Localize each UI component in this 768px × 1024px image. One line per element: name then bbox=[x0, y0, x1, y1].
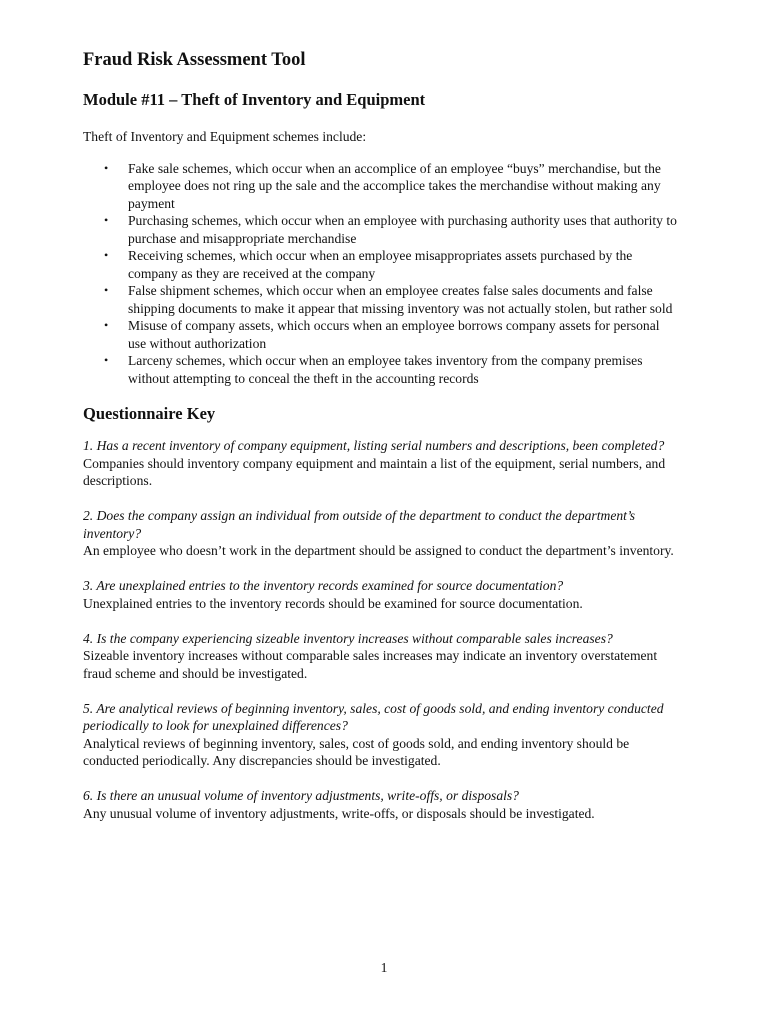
module-title: Module #11 – Theft of Inventory and Equipment bbox=[83, 90, 426, 109]
questionnaire-key-title: Questionnaire Key bbox=[83, 404, 216, 423]
list-item bbox=[83, 282, 678, 317]
list-item bbox=[83, 247, 678, 282]
answer-text: An employee who doesn’t work in the department should be assigned to conduct the department’s inventory. bbox=[83, 543, 674, 558]
question-block bbox=[83, 630, 678, 683]
question-text: 1. Has a recent inventory of company equipment, listing serial numbers and descriptions, been completed? bbox=[83, 438, 665, 453]
list-item bbox=[83, 317, 678, 352]
question-text: 4. Is the company experiencing sizeable inventory increases without comparable sales increases? bbox=[83, 630, 613, 646]
schemes-list bbox=[83, 160, 678, 388]
scheme-text: Purchasing schemes, which occur when an employee with purchasing authority uses that authority to purchase and misappropriate merchandise bbox=[128, 213, 677, 246]
bullet-icon: • bbox=[104, 353, 109, 367]
scheme-text: Fake sale schemes, which occur when an accomplice of an employee “buys” merchandise, but the employee does not ring up the sale and the accomplice takes the merchandise without making any payment bbox=[128, 160, 661, 211]
scheme-text: Misuse of company assets, which occurs when an employee borrows company assets for personal use without authorization bbox=[128, 318, 660, 351]
question-block bbox=[83, 787, 678, 822]
page-number: 1 bbox=[380, 960, 388, 975]
bullet-icon: • bbox=[104, 283, 109, 297]
intro-text: Theft of Inventory and Equipment schemes include: bbox=[83, 129, 367, 144]
bullet-icon: • bbox=[104, 160, 109, 175]
list-item bbox=[83, 352, 678, 387]
answer-text: Any unusual volume of inventory adjustments, write-offs, or disposals should be investigated. bbox=[83, 805, 595, 821]
question-block bbox=[83, 507, 678, 560]
answer-text: Analytical reviews of beginning inventory, sales, cost of goods sold, and ending inventory should be conducted periodically. Any discrepancies should be investigated. bbox=[83, 735, 630, 768]
question-text: 2. Does the company assign an individual from outside of the department to conduct the department’s inventory? bbox=[83, 508, 635, 541]
bullet-icon: • bbox=[104, 213, 109, 227]
list-item bbox=[83, 212, 678, 247]
answer-text: Sizeable inventory increases without comparable sales increases may indicate an inventory overstatement fraud scheme and should be investigated. bbox=[83, 648, 658, 681]
questionnaire-list bbox=[83, 437, 678, 822]
question-block bbox=[83, 700, 678, 770]
answer-text: Unexplained entries to the inventory records should be examined for source documentation. bbox=[83, 595, 583, 611]
question-text: 3. Are unexplained entries to the inventory records examined for source documentation? bbox=[83, 578, 564, 593]
scheme-text: False shipment schemes, which occur when an employee creates false sales documents and false shipping documents to make it appear that missing inventory was not actually stolen, but rather sold bbox=[128, 283, 673, 316]
scheme-text: Larceny schemes, which occur when an employee takes inventory from the company premises without attempting to conceal the theft in the accounting records bbox=[128, 353, 643, 386]
question-text: 5. Are analytical reviews of beginning inventory, sales, cost of goods sold, and ending inventory conducted periodically to look for unexplained differences? bbox=[83, 700, 664, 733]
scheme-text: Receiving schemes, which occur when an employee misappropriates assets purchased by the company as they are received at the company bbox=[128, 248, 633, 281]
bullet-icon: • bbox=[104, 318, 109, 332]
list-item bbox=[83, 160, 678, 213]
answer-text: Companies should inventory company equipment and maintain a list of the equipment, serial numbers, and descriptions. bbox=[83, 455, 666, 488]
question-block bbox=[83, 437, 678, 490]
question-block bbox=[83, 577, 678, 612]
bullet-icon: • bbox=[104, 248, 109, 262]
document-title: Fraud Risk Assessment Tool bbox=[83, 50, 306, 70]
question-text: 6. Is there an unusual volume of inventory adjustments, write-offs, or disposals? bbox=[83, 788, 519, 803]
